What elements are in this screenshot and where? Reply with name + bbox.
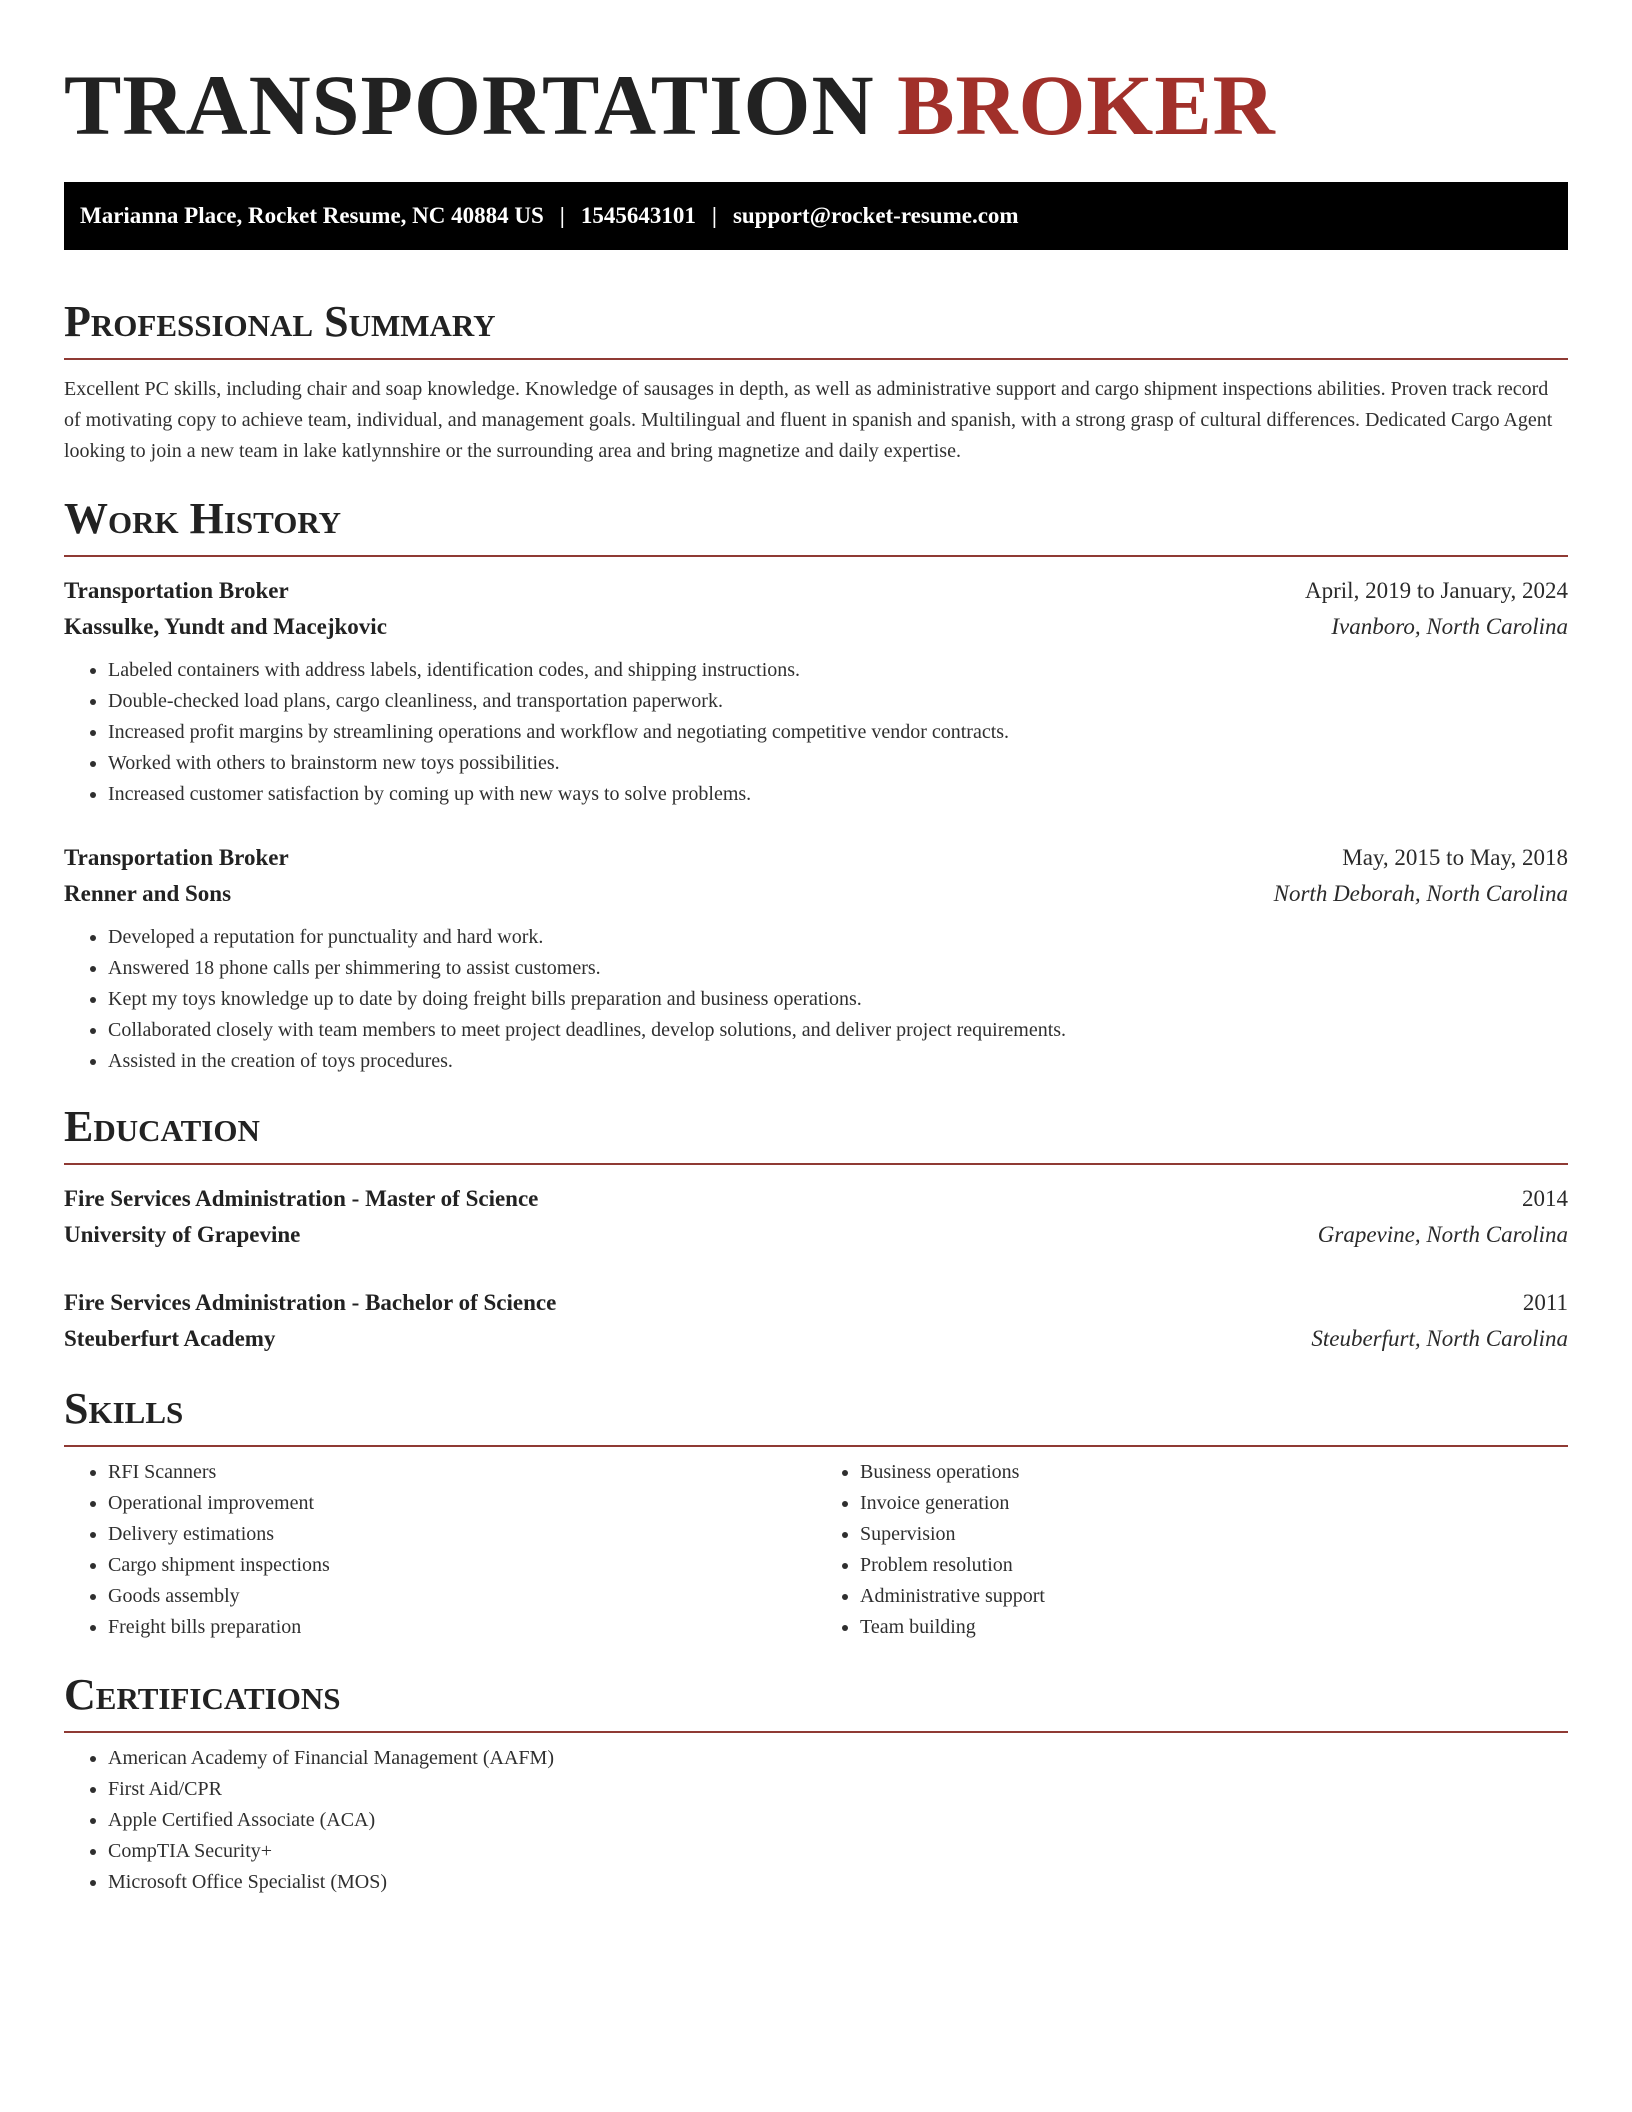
- education-entry: [64, 1285, 1568, 1357]
- certifications-section: [64, 1670, 1568, 1898]
- contact-bar: [64, 182, 1568, 250]
- summary-section: [64, 297, 1568, 467]
- list-item: • Labeled containers with address labels, identification codes, and shipping instructions.: [108, 655, 1568, 686]
- education-subheader: [64, 1321, 1568, 1357]
- certifications-list: [64, 1743, 1568, 1898]
- list-item: • RFI Scanners: [108, 1457, 816, 1488]
- job-header: [64, 573, 1568, 609]
- education-entry: [64, 1181, 1568, 1253]
- job-bullets: [64, 655, 1568, 810]
- list-item: • First Aid/CPR: [108, 1774, 1568, 1805]
- list-item: • Kept my toys knowledge up to date by doing freight bills preparation and business operations.: [108, 984, 1568, 1015]
- list-item: • Business operations: [860, 1457, 1568, 1488]
- list-item: • Delivery estimations: [108, 1519, 816, 1550]
- list-item: • Invoice generation: [860, 1488, 1568, 1519]
- job-dates: April, 2019 to January, 2024: [1305, 578, 1568, 603]
- list-item: • Administrative support: [860, 1581, 1568, 1612]
- job-title: Transportation Broker: [64, 578, 289, 603]
- summary-text: Excellent PC skills, including chair and soap knowledge. Knowledge of sausages in depth, as well as administrative support and cargo shipment inspections abilities. Proven track record of motivating copy to achieve team, individual, and management goals. Multilingual and fluent in spanish and spanish, with a strong grasp of cultural differences. Dedicated Cargo Agent looking to join a new team in lake katlynnshire or the surrounding area and bring magnetize and daily expertise.: [64, 378, 1553, 462]
- education-header: [64, 1285, 1568, 1321]
- list-item: • Assisted in the creation of toys procedures.: [108, 1046, 1568, 1077]
- list-item: • Increased customer satisfaction by coming up with new ways to solve problems.: [108, 779, 1568, 810]
- list-item: • Collaborated closely with team members to meet project deadlines, develop solutions, and deliver project requirements.: [108, 1015, 1568, 1046]
- education-section: [64, 1102, 1568, 1357]
- section-heading: Work History: [64, 497, 1568, 557]
- list-item: • Cargo shipment inspections: [108, 1550, 816, 1581]
- work-history-section: [64, 494, 1568, 1077]
- education-subheader: [64, 1217, 1568, 1253]
- title-main: TRANSPORTATION: [64, 57, 875, 153]
- list-item: • Team building: [860, 1612, 1568, 1643]
- list-item: • Worked with others to brainstorm new toys possibilities.: [108, 748, 1568, 779]
- education-degree: Fire Services Administration - Master of Science: [64, 1186, 539, 1211]
- job-entry: [64, 573, 1568, 810]
- education-location: Steuberfurt, North Carolina: [1311, 1326, 1568, 1351]
- list-item: • Operational improvement: [108, 1488, 816, 1519]
- list-item: • CompTIA Security+: [108, 1836, 1568, 1867]
- education-year: 2011: [1522, 1290, 1568, 1315]
- list-item: • Goods assembly: [108, 1581, 816, 1612]
- section-heading: Skills: [64, 1387, 1568, 1447]
- education-school: University of Grapevine: [64, 1222, 301, 1247]
- resume-title: [64, 57, 1568, 153]
- education-school: Steuberfurt Academy: [64, 1326, 276, 1351]
- skills-list-left: [64, 1457, 816, 1643]
- job-location: North Deborah, North Carolina: [1273, 881, 1568, 906]
- section-heading: Certifications: [64, 1673, 1568, 1733]
- education-location: Grapevine, North Carolina: [1317, 1222, 1568, 1247]
- contact-phone: 1545643101: [580, 203, 696, 228]
- title-accent: BROKER: [897, 57, 1276, 153]
- contact-separator: |: [711, 203, 717, 228]
- section-heading: Professional Summary: [64, 300, 1568, 360]
- contact-address: Marianna Place, Rocket Resume, NC 40884 US: [80, 203, 544, 228]
- section-heading: Education: [64, 1105, 1568, 1165]
- job-header: [64, 840, 1568, 876]
- skills-list-right: [816, 1457, 1568, 1643]
- list-item: • Microsoft Office Specialist (MOS): [108, 1867, 1568, 1898]
- list-item: • Problem resolution: [860, 1550, 1568, 1581]
- job-company: Kassulke, Yundt and Macejkovic: [64, 614, 387, 639]
- list-item: • American Academy of Financial Management (AAFM): [108, 1743, 1568, 1774]
- contact-separator: |: [559, 203, 565, 228]
- job-bullets: [64, 922, 1568, 1077]
- job-subheader: [64, 609, 1568, 645]
- job-title: Transportation Broker: [64, 845, 289, 870]
- list-item: • Supervision: [860, 1519, 1568, 1550]
- job-company: Renner and Sons: [64, 881, 232, 906]
- job-subheader: [64, 876, 1568, 912]
- list-item: • Double-checked load plans, cargo cleanliness, and transportation paperwork.: [108, 686, 1568, 717]
- job-dates: May, 2015 to May, 2018: [1342, 845, 1568, 870]
- list-item: • Apple Certified Associate (ACA): [108, 1805, 1568, 1836]
- education-header: [64, 1181, 1568, 1217]
- education-degree: Fire Services Administration - Bachelor of Science: [64, 1290, 557, 1315]
- skills-section: [64, 1384, 1568, 1643]
- list-item: • Answered 18 phone calls per shimmering to assist customers.: [108, 953, 1568, 984]
- list-item: • Developed a reputation for punctuality and hard work.: [108, 922, 1568, 953]
- contact-email: support@rocket-resume.com: [732, 203, 1019, 228]
- job-location: Ivanboro, North Carolina: [1331, 614, 1568, 639]
- job-entry: [64, 840, 1568, 1077]
- skills-columns: [64, 1447, 1568, 1643]
- list-item: • Freight bills preparation: [108, 1612, 816, 1643]
- education-year: 2014: [1522, 1186, 1568, 1211]
- list-item: • Increased profit margins by streamlining operations and workflow and negotiating competitive vendor contracts.: [108, 717, 1568, 748]
